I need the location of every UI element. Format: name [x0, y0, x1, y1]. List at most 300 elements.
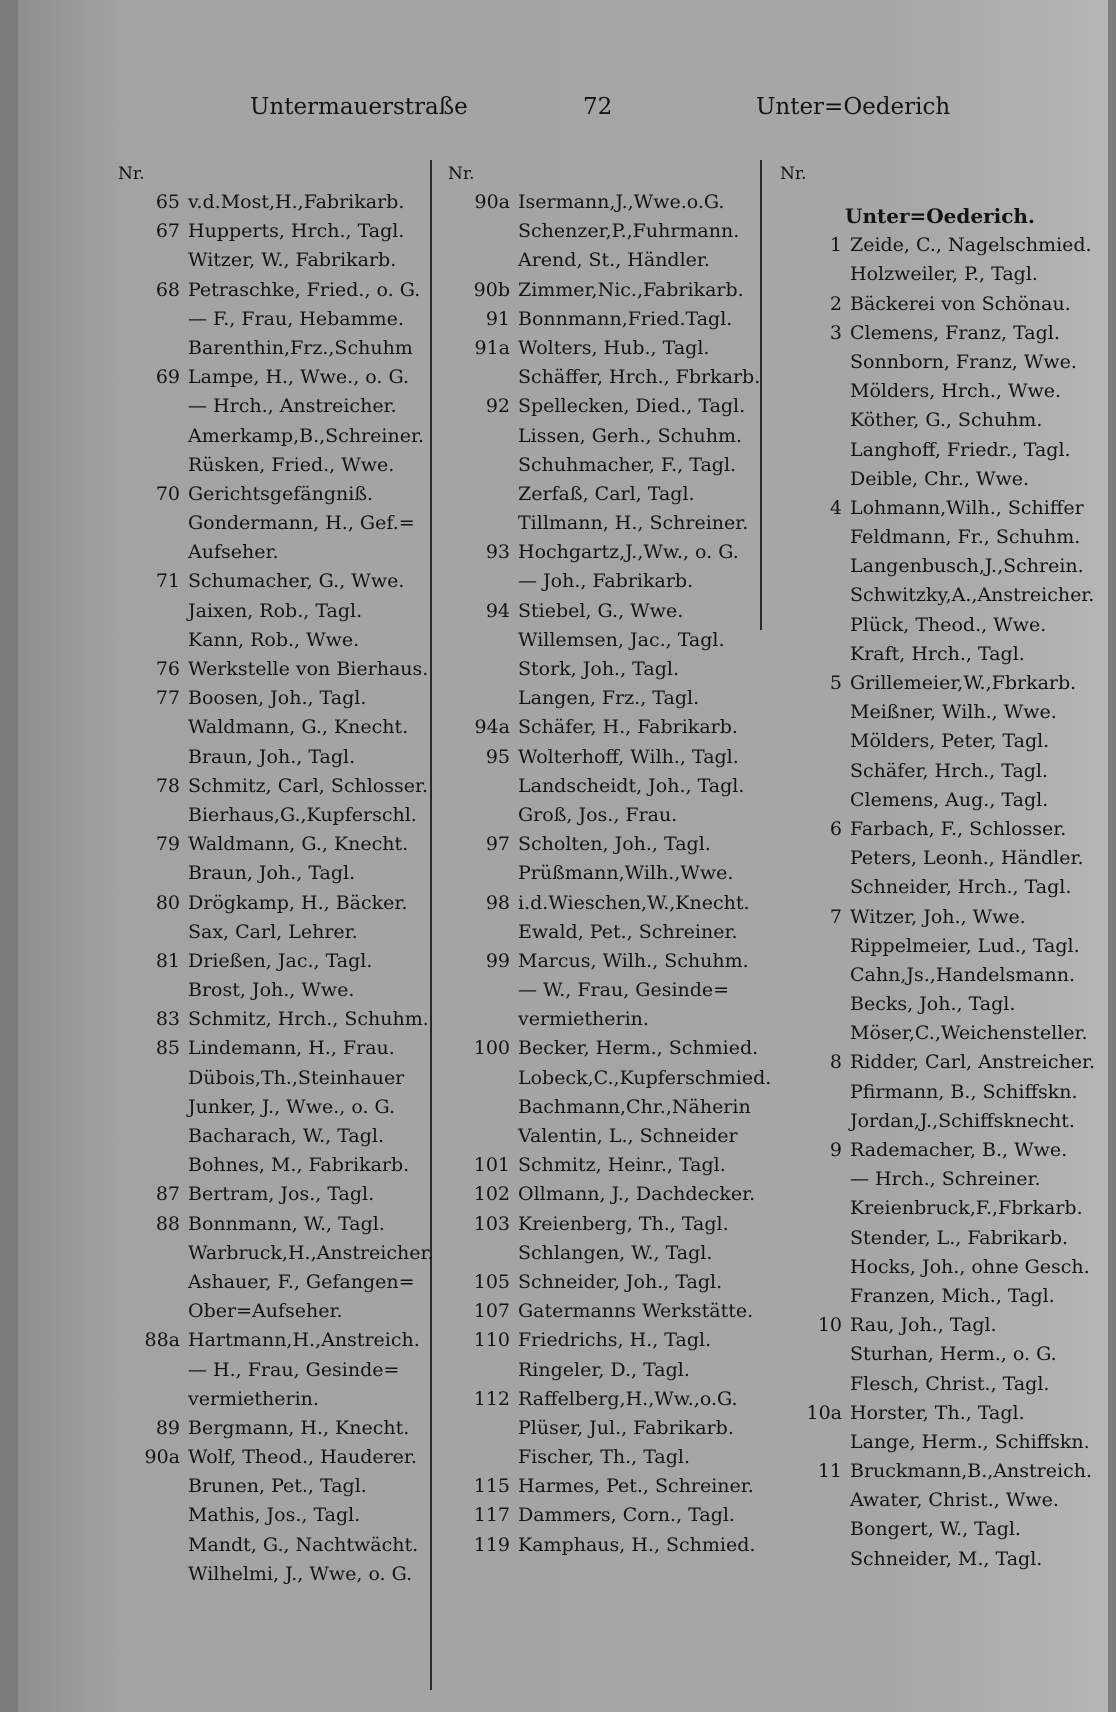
resident-entry: Stork, Joh., Tagl. — [518, 658, 679, 680]
directory-entry — [118, 334, 448, 363]
house-number — [780, 1370, 850, 1399]
directory-entry — [780, 961, 1110, 990]
directory-entry — [118, 1560, 448, 1589]
house-number: 80 — [155, 891, 180, 914]
house-number — [780, 436, 850, 465]
house-number: 95 — [485, 745, 510, 768]
column-header: Nr. — [780, 164, 807, 184]
house-number — [780, 1253, 850, 1282]
page — [18, 0, 1108, 1712]
header-district: Unter=Oederich — [756, 94, 951, 120]
resident-entry: Schneider, Hrch., Tagl. — [850, 876, 1072, 899]
directory-entry — [780, 844, 1110, 873]
house-number — [118, 1356, 188, 1385]
resident-entry: Pfirmann, B., Schiffskn. — [850, 1080, 1078, 1103]
house-number: 90a — [474, 191, 510, 213]
resident-entry: Wolterhoff, Wilh., Tagl. — [518, 745, 739, 768]
directory-entry — [780, 1165, 1110, 1194]
directory-entry — [780, 552, 1110, 581]
resident-entry: — F., Frau, Hebamme. — [188, 307, 404, 330]
house-number — [448, 1064, 518, 1093]
house-number — [118, 305, 188, 334]
directory-entry — [780, 1515, 1110, 1544]
resident-entry: Möser,C.,Weichensteller. — [850, 1022, 1088, 1045]
house-number — [780, 377, 850, 406]
directory-entry — [118, 1414, 448, 1443]
resident-entry: Arend, St., Händler. — [518, 249, 710, 272]
directory-entry — [780, 815, 1110, 844]
house-number — [448, 363, 518, 392]
directory-entry — [118, 976, 448, 1005]
resident-entry: Holzweiler, P., Tagl. — [850, 263, 1038, 286]
house-number — [448, 567, 518, 596]
header-street: Untermauerstraße — [250, 94, 468, 120]
house-number: 98 — [485, 891, 510, 914]
resident-entry: Gondermann, H., Gef.= — [188, 512, 415, 535]
resident-entry: Brost, Joh., Wwe. — [188, 979, 355, 1002]
column-3 — [780, 160, 1110, 1574]
resident-entry: Tillmann, H., Schreiner. — [518, 512, 749, 535]
house-number — [780, 844, 850, 873]
house-number: 90b — [473, 278, 510, 301]
resident-entry: Brunen, Pet., Tagl. — [188, 1475, 367, 1498]
house-number — [448, 246, 518, 275]
house-number — [118, 246, 188, 275]
directory-entry — [118, 1180, 448, 1209]
directory-entry — [448, 684, 778, 713]
directory-entry — [118, 947, 448, 976]
resident-entry: Amerkamp,B.,Schreiner. — [188, 424, 424, 447]
resident-entry: Sonnborn, Franz, Wwe. — [850, 350, 1077, 373]
house-number: 78 — [155, 774, 180, 797]
house-number: 76 — [155, 658, 180, 680]
directory-entry — [780, 1194, 1110, 1223]
resident-entry: Peters, Leonh., Händler. — [850, 847, 1084, 870]
directory-entry — [780, 990, 1110, 1019]
house-number — [780, 757, 850, 786]
house-number: 1 — [829, 234, 842, 257]
directory-entry — [780, 290, 1110, 319]
house-number: 91a — [474, 336, 510, 359]
house-number — [118, 422, 188, 451]
resident-entry: Witzer, W., Fabrikarb. — [188, 249, 397, 272]
resident-entry: Schäfer, H., Fabrikarb. — [518, 716, 738, 739]
house-number — [780, 1282, 850, 1311]
directory-entry — [448, 1210, 778, 1239]
resident-entry: Lobeck,C.,Kupferschmied. — [518, 1066, 772, 1089]
resident-entry: Schmitz, Heinr., Tagl. — [518, 1154, 726, 1177]
resident-entry: Schumacher, G., Wwe. — [188, 570, 405, 593]
resident-entry: Plück, Theod., Wwe. — [850, 613, 1047, 636]
resident-entry: Becks, Joh., Tagl. — [850, 993, 1016, 1016]
resident-entry: Kamphaus, H., Schmied. — [518, 1533, 756, 1556]
resident-entry: Kreienbruck,F.,Fbrkarb. — [850, 1197, 1083, 1220]
resident-entry: Valentin, L., Schneider — [518, 1125, 738, 1147]
resident-entry: Schwitzky,A.,Anstreicher. — [850, 584, 1095, 607]
house-number — [118, 713, 188, 742]
house-number — [780, 1165, 850, 1194]
resident-entry: Kraft, Hrch., Tagl. — [850, 642, 1025, 665]
resident-entry: Farbach, F., Schlosser. — [850, 817, 1067, 840]
resident-entry: Langenbusch,J.,Schrein. — [850, 555, 1084, 578]
resident-entry: Clemens, Franz, Tagl. — [850, 321, 1060, 344]
house-number — [448, 976, 518, 1005]
house-number — [780, 523, 850, 552]
resident-entry: Drögkamp, H., Bäcker. — [188, 891, 408, 914]
resident-entry: — Joh., Fabrikarb. — [518, 570, 694, 593]
resident-entry: Cahn,Js.,Handelsmann. — [850, 963, 1076, 986]
resident-entry: Köther, G., Schuhm. — [850, 409, 1043, 432]
resident-entry: Isermann,J.,Wwe.o.G. — [518, 191, 725, 213]
directory-entry — [448, 1034, 778, 1063]
house-number — [780, 640, 850, 669]
resident-entry: Lohmann,Wilh., Schiffer — [850, 496, 1084, 519]
house-number: 101 — [473, 1154, 510, 1177]
resident-entry: Jaixen, Rob., Tagl. — [188, 599, 363, 622]
column-1 — [118, 160, 448, 1589]
house-number: 85 — [155, 1037, 180, 1060]
directory-entry — [118, 772, 448, 801]
page-number: 72 — [583, 94, 613, 120]
resident-entry: Zimmer,Nic.,Fabrikarb. — [518, 278, 744, 301]
directory-entry — [448, 1297, 778, 1326]
resident-entry: Meißner, Wilh., Wwe. — [850, 701, 1057, 724]
house-number — [118, 1531, 188, 1560]
house-number — [118, 918, 188, 947]
running-header — [18, 94, 1108, 134]
house-number — [118, 1093, 188, 1122]
house-number — [118, 1472, 188, 1501]
directory-entry — [448, 1414, 778, 1443]
house-number — [448, 509, 518, 538]
directory-entry — [118, 1297, 448, 1326]
resident-entry: Bruckmann,B.,Anstreich. — [850, 1460, 1092, 1483]
resident-entry: Stender, L., Fabrikarb. — [850, 1226, 1069, 1249]
directory-entry — [118, 1122, 448, 1151]
resident-entry: Rüsken, Fried., Wwe. — [188, 453, 395, 476]
house-number — [780, 348, 850, 377]
directory-entry — [118, 392, 448, 421]
resident-entry: Kann, Rob., Wwe. — [188, 628, 360, 651]
directory-entry — [780, 669, 1110, 698]
house-number — [118, 1268, 188, 1297]
directory-entry — [118, 1326, 448, 1355]
resident-entry: Hochgartz,J.,Ww., o. G. — [518, 541, 739, 564]
directory-entry — [780, 436, 1110, 465]
resident-entry: Schlangen, W., Tagl. — [518, 1241, 713, 1264]
house-number: 69 — [155, 366, 180, 389]
resident-entry: v.d.Most,H.,Fabrikarb. — [188, 191, 405, 213]
house-number: 6 — [829, 817, 842, 840]
house-number — [118, 1385, 188, 1414]
resident-entry: vermietherin. — [188, 1387, 319, 1410]
resident-entry: Jordan,J.,Schiffsknecht. — [850, 1109, 1075, 1132]
house-number — [448, 480, 518, 509]
resident-entry: Waldmann, G., Knecht. — [188, 833, 409, 856]
house-number — [448, 1356, 518, 1385]
directory-entry — [780, 727, 1110, 756]
directory-entry — [448, 451, 778, 480]
directory-entry — [448, 422, 778, 451]
directory-entry — [448, 509, 778, 538]
resident-entry: Werkstelle von Bierhaus. — [188, 658, 429, 680]
directory-entry — [118, 1472, 448, 1501]
resident-entry: Mandt, G., Nachtwächt. — [188, 1533, 419, 1556]
resident-entry: Petraschke, Fried., o. G. — [188, 278, 421, 301]
house-number: 10a — [806, 1401, 842, 1424]
house-number: 119 — [473, 1533, 510, 1556]
house-number: 91 — [485, 307, 510, 330]
house-number — [448, 655, 518, 684]
resident-entry: Zeide, C., Nagelschmied. — [850, 234, 1092, 257]
house-number: 70 — [155, 482, 180, 505]
house-number: 4 — [829, 496, 842, 519]
directory-entry — [780, 1019, 1110, 1048]
directory-entry — [448, 1326, 778, 1355]
directory-entry — [448, 772, 778, 801]
house-number: 89 — [155, 1416, 180, 1439]
resident-entry: Bertram, Jos., Tagl. — [188, 1183, 375, 1206]
directory-entry — [448, 743, 778, 772]
house-number: 94a — [474, 716, 510, 739]
resident-entry: Schneider, M., Tagl. — [850, 1547, 1043, 1570]
house-number: 67 — [155, 220, 180, 243]
resident-entry: — H., Frau, Gesinde= — [188, 1358, 400, 1381]
resident-entry: Hocks, Joh., ohne Gesch. — [850, 1255, 1090, 1278]
directory-entry — [448, 305, 778, 334]
directory-entry — [448, 830, 778, 859]
house-number — [118, 1064, 188, 1093]
house-number — [118, 1239, 188, 1268]
directory-entry — [448, 859, 778, 888]
directory-entry — [780, 1340, 1110, 1369]
directory-entry — [448, 1443, 778, 1472]
house-number: 97 — [485, 833, 510, 856]
resident-entry: Gerichtsgefängniß. — [188, 482, 374, 505]
resident-entry: Ringeler, D., Tagl. — [518, 1358, 690, 1381]
directory-entry — [118, 713, 448, 742]
directory-entry — [780, 1078, 1110, 1107]
house-number: 117 — [473, 1504, 510, 1527]
resident-entry: Gatermanns Werkstätte. — [518, 1300, 754, 1323]
directory-entry — [448, 1180, 778, 1209]
house-number: 8 — [829, 1051, 842, 1074]
house-number: 88a — [144, 1329, 180, 1352]
directory-entry — [780, 873, 1110, 902]
directory-entry — [448, 655, 778, 684]
resident-entry: Becker, Herm., Schmied. — [518, 1037, 759, 1060]
resident-entry: Landscheidt, Joh., Tagl. — [518, 774, 745, 797]
resident-entry: Awater, Christ., Wwe. — [850, 1489, 1059, 1512]
house-number: 102 — [473, 1183, 510, 1206]
directory-entry — [780, 1370, 1110, 1399]
house-number: 112 — [473, 1387, 510, 1410]
resident-entry: Bacharach, W., Tagl. — [188, 1125, 384, 1147]
house-number: 77 — [155, 687, 180, 710]
directory-entry — [448, 1151, 778, 1180]
resident-entry: Schmitz, Carl, Schlosser. — [188, 774, 429, 797]
directory-entry — [118, 567, 448, 596]
resident-entry: Spellecken, Died., Tagl. — [518, 395, 746, 418]
house-number — [780, 1340, 850, 1369]
house-number — [448, 1093, 518, 1122]
resident-entry: Wilhelmi, J., Wwe, o. G. — [188, 1562, 413, 1585]
house-number — [780, 1019, 850, 1048]
directory-entry — [780, 786, 1110, 815]
house-number: 11 — [817, 1460, 842, 1483]
house-number — [780, 1107, 850, 1136]
directory-entry — [118, 1210, 448, 1239]
resident-entry: Braun, Joh., Tagl. — [188, 745, 356, 768]
resident-entry: Kreienberg, Th., Tagl. — [518, 1212, 729, 1235]
directory-entry — [448, 334, 778, 363]
house-number — [780, 1194, 850, 1223]
resident-entry: Barenthin,Frz.,Schuhm — [188, 336, 413, 359]
resident-entry: Witzer, Joh., Wwe. — [850, 905, 1026, 928]
resident-entry: Braun, Joh., Tagl. — [188, 862, 356, 885]
directory-entry — [448, 392, 778, 421]
house-number — [448, 1005, 518, 1034]
directory-entry — [780, 260, 1110, 289]
house-number — [780, 1428, 850, 1457]
directory-entry — [118, 743, 448, 772]
resident-entry: Sax, Carl, Lehrer. — [188, 920, 358, 943]
house-number — [448, 918, 518, 947]
house-number: 100 — [473, 1037, 510, 1060]
resident-entry: Bonnmann,Fried.Tagl. — [518, 307, 733, 330]
house-number — [448, 1122, 518, 1151]
resident-entry: Schneider, Joh., Tagl. — [518, 1270, 723, 1293]
house-number: 103 — [473, 1212, 510, 1235]
directory-entry — [448, 889, 778, 918]
house-number — [118, 1297, 188, 1326]
house-number — [780, 465, 850, 494]
directory-entry — [118, 188, 448, 217]
resident-entry: Harmes, Pet., Schreiner. — [518, 1475, 754, 1498]
directory-entry — [118, 305, 448, 334]
house-number: 99 — [485, 949, 510, 972]
directory-entry — [118, 1385, 448, 1414]
resident-entry: Langen, Frz., Tagl. — [518, 687, 700, 710]
house-number — [118, 801, 188, 830]
directory-entry — [780, 1428, 1110, 1457]
section-title: Unter=Oederich. — [845, 204, 1035, 228]
directory-entry — [448, 713, 778, 742]
house-number: 93 — [485, 541, 510, 564]
house-number — [118, 538, 188, 567]
resident-entry: Grillemeier,W.,Fbrkarb. — [850, 672, 1077, 694]
directory-entry — [118, 363, 448, 392]
directory-entry — [448, 1122, 778, 1151]
directory-entry — [448, 947, 778, 976]
house-number — [118, 597, 188, 626]
house-number — [118, 1501, 188, 1530]
house-number — [118, 1151, 188, 1180]
directory-entry — [780, 406, 1110, 435]
house-number — [448, 684, 518, 713]
directory-entry — [448, 1239, 778, 1268]
resident-entry: Ridder, Carl, Anstreicher. — [850, 1051, 1096, 1074]
resident-entry: Clemens, Aug., Tagl. — [850, 788, 1049, 811]
house-number: 5 — [829, 672, 842, 694]
directory-entry — [448, 801, 778, 830]
directory-entry — [118, 1356, 448, 1385]
house-number — [780, 786, 850, 815]
resident-entry: Wolf, Theod., Hauderer. — [188, 1446, 417, 1469]
resident-entry: — W., Frau, Gesinde= — [518, 979, 730, 1002]
resident-entry: — Hrch., Schreiner. — [850, 1168, 1041, 1191]
house-number — [780, 406, 850, 435]
house-number — [118, 859, 188, 888]
directory-entry — [448, 1501, 778, 1530]
directory-entry — [448, 1093, 778, 1122]
directory-entry — [118, 1239, 448, 1268]
directory-entry — [780, 903, 1110, 932]
house-number — [448, 801, 518, 830]
resident-entry: Franzen, Mich., Tagl. — [850, 1284, 1055, 1307]
directory-entry — [448, 1064, 778, 1093]
house-number — [780, 873, 850, 902]
directory-entry — [118, 918, 448, 947]
resident-entry: vermietherin. — [518, 1008, 649, 1031]
resident-entry: Feldmann, Fr., Schuhm. — [850, 526, 1081, 549]
directory-entry — [780, 581, 1110, 610]
directory-entry — [780, 1311, 1110, 1340]
house-number — [780, 1486, 850, 1515]
directory-entry — [448, 538, 778, 567]
resident-entry: Drießen, Jac., Tagl. — [188, 949, 373, 972]
resident-entry: Schmitz, Hrch., Schuhm. — [188, 1008, 429, 1031]
house-number — [118, 509, 188, 538]
directory-entry — [118, 684, 448, 713]
house-number — [780, 1545, 850, 1574]
resident-entry: Mölders, Peter, Tagl. — [850, 730, 1050, 753]
directory-entry — [780, 1486, 1110, 1515]
house-number: 90a — [144, 1446, 180, 1469]
directory-entry — [448, 1385, 778, 1414]
house-number: 87 — [155, 1183, 180, 1206]
column-header: Nr. — [118, 164, 145, 184]
resident-entry: Stiebel, G., Wwe. — [518, 599, 684, 622]
house-number — [118, 334, 188, 363]
directory-entry — [118, 217, 448, 246]
resident-entry: Junker, J., Wwe., o. G. — [188, 1095, 396, 1118]
resident-entry: Deible, Chr., Wwe. — [850, 467, 1030, 490]
house-number — [448, 859, 518, 888]
resident-entry: Lissen, Gerh., Schuhm. — [518, 424, 743, 447]
house-number: 3 — [829, 321, 842, 344]
house-number — [448, 1414, 518, 1443]
resident-entry: Bäckerei von Schönau. — [850, 292, 1071, 315]
directory-entry — [780, 932, 1110, 961]
directory-entry — [118, 538, 448, 567]
resident-entry: Bohnes, M., Fabrikarb. — [188, 1154, 410, 1177]
house-number: 81 — [155, 949, 180, 972]
directory-entry — [780, 465, 1110, 494]
house-number — [118, 392, 188, 421]
directory-entry — [780, 1107, 1110, 1136]
house-number: 94 — [485, 599, 510, 622]
directory-entry — [118, 1064, 448, 1093]
directory-entry — [448, 480, 778, 509]
house-number — [780, 260, 850, 289]
directory-entry — [448, 1472, 778, 1501]
directory-entry — [118, 246, 448, 275]
directory-entry — [448, 1531, 778, 1560]
house-number — [780, 552, 850, 581]
directory-entry — [780, 319, 1110, 348]
directory-entry — [118, 509, 448, 538]
